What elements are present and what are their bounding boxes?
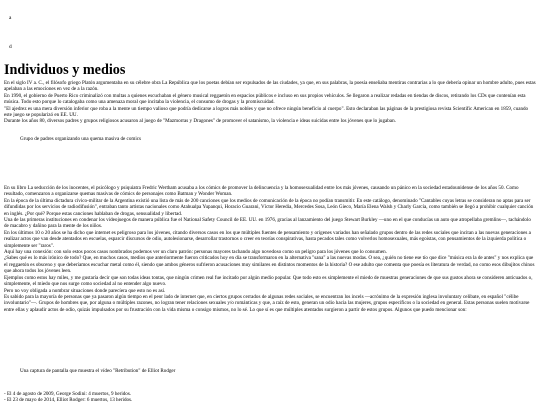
paragraph-argentina: En la época de la última dictadura cívico-militar de la Argentina existió una lista de más de 200 canciones que los medios de comunicación de la época no podían transmitir. En este catálogo, denominado "Cantables cuyas letras se consideran no aptas para ser difundidas por los servicios de radiodifusión", entraban tanto artistas nacionales como Atahualpa Yupanqui, Horacio Guarani, Víctor Heredia, Mercedes Sosa, León Gieco, María Elena Walsh y Charly García, como también se llegó a prohibir cualquier canción en inglés. ¿Por qué? Porque estas canciones hablaban de drogas, sensualidad y libertad. (4, 197, 534, 217)
paragraph-videogames: Una de las primeras instituciones en condenar los videojuegos de manera pública fue el National Safety Council de EE. UU. en 1976, gracias al lanzamiento del juego Stewart Burkley —uno en el que conducías un auto que atropellaba gremlins—, tachándolo de macabro y dañino para la mente de los niños. (4, 217, 531, 230)
attacks-list (4, 391, 536, 404)
paragraph-internet: En los últimos 10 o 20 años se ha dicho que internet es peligroso para los jóvenes, citando diversos casos en los que múltiples fuentes de pensamiento y orígenes variados han señalado grupos dentro de las redes sociales que incitan a las nuevas generaciones a realizar actos que van desde atentados en escuelas, esparcir discursos de odio, autolesionarse, desarrollar trastornos o creer en teorías conspirativas, hasta pecados tales como volverlos homosexuales, más egoístas, con pensamientos de la izquierda política o simplemente ser "raros". (4, 229, 531, 249)
comics-caption: Grupo de padres organizando una quema masiva de comics (20, 136, 141, 142)
paragraph-obligation: Pero no voy obligada a nombrar situaciones donde parecíera que esto no es así. (4, 287, 166, 294)
paragraph-pattern: Aquí hay una conexión: con solo estos pocos casos nombrados podemos ver un claro patrón: personas mayores tachando algo novedoso como un peligro para los jóvenes que lo consumen. (4, 249, 387, 256)
stray-letter-a: a (9, 15, 12, 21)
article-heading: Individuos y medios (4, 62, 126, 78)
intro-paragraph-plato: En el siglo IV a. C., el filósofo griego Platón argumentaba en su célebre obra La República que los poetas debían ser expulsados de las ciudades, ya que, en sus palabras, la poesía enseñaba mentiras contrarias a lo que debería opinar un hombre adulto, pues estas apelaban a las emociones en vez de a la razón. (4, 80, 536, 93)
paragraph-irony: ¿Sabes qué es lo más irónico de todo? Que, en muchos casos, medios que anteriormente fueron criticados hoy en día se transformaron en la alternativa "sana" a las nuevas modas. O sea, ¿quién no tiene ese tío que dice "música era la de antes" y nos explica que el reggaetón es obsceno y que deberíamos escuchar metal como él, siendo que ambos géneros sufrieron acusaciones muy similares en distintos momentos de la historia? O ese adulto que comenta que poesía es literatura de verdad, no como esos dibujitos chinos que ahora todos los jóvenes leen. (4, 255, 535, 275)
body-section (4, 185, 536, 313)
video-caption: Una captura de pantalla que muestra el vídeo "Retribution" de Elliot Rodger (20, 368, 176, 374)
intro-section (4, 80, 536, 125)
paragraph-comics: En su libro La seducción de los inocentes, el psicólogo y psiquiatra Fredric Wertham acusaba a los cómics de promover la delincuencia y la homosexualidad entre los más jóvenes, causando un pánico en la sociedad estadounidense de los años 50. Como resultado, comenzaron a organizarse quemas masivas de cómics de personajes como Batman y Wonder Woman. (4, 185, 519, 198)
intro-paragraph-chess: "El ajedrez es una mera diversión inferior que roba a la mente un tiempo valioso que podría dedicarse a logros más nobles y que no ofrece ningún beneficio al cuerpo". Esto declaraban las páginas de la prestigiosa revista Scientific American en 1859, cuando este juego se popularizó en EE. UU. (4, 105, 529, 119)
list-item: - El 23 de mayo de 2014, Elliot Rodger: 6 muertos, 13 heridos. (4, 397, 133, 404)
intro-paragraph-dnd: Durante los años 80, diversos padres y grupos religiosos acusaron al juego de "Mazmorras y Dragones" de promover el satanismo, la violencia e ideas suicidas entre los jóvenes que lo jugaban. (4, 118, 396, 125)
paragraph-examples: Ejemplos como estos hay miles, y me gustaría decir que son todas ideas tontas, que ningún crimen real fue incitado por algún medio popular. Que todo esto es simplemente el miedo de muestras generaciones de que sus gustos ahora se consideren anticuados o, simplemente, el miedo que nos surge como sociedad al no entender algo nuevo. (4, 274, 533, 288)
stray-letter-d: d (9, 44, 12, 50)
paragraph-incels: Es sabido para la mayoría de personas que ya pasaron algún tiempo en el peor lado de internet que, en ciertos grupos cerrados de algunas redes sociales, se encuentran los incels —acrónimo de la expresión inglesa involuntary celibate, en español "célibe involuntario"—. Grupos de hombres que, por alguna o múltiples razones, no logran tener relaciones sexuales y/o románticas y que, a raíz de esto, generan un odio hacia las mujeres, grupos específicos o la sociedad en general. Estas personas suelen motivarse entre ellas y aplaudir actos de odio, quizás impulsados por su frustración con la vida misma o consigo mismos, no lo sé. Lo que sí es que múltiples atentados surgieron a partir de estos grupos. Algunos que puedo mencionar son: (4, 293, 530, 313)
intro-paragraph-reggaeton: En 1990, el gobierno de Puerto Rico criminalizó con multas a quienes escuchaban el género musical reggaetón en espacios públicos e incluso en sus propios vehículos. Se llegaron a realizar redadas en tiendas de discos, retirando los CDs que contenían esta música. Todo esto porque lo catalogaba como una amenaza moral que incitaba la violencia, el consumo de drogas y la promiscuidad. (4, 92, 526, 106)
list-item: - El 4 de agosto de 2009, George Sodini: 4 muertos, 9 heridos. (4, 391, 132, 397)
